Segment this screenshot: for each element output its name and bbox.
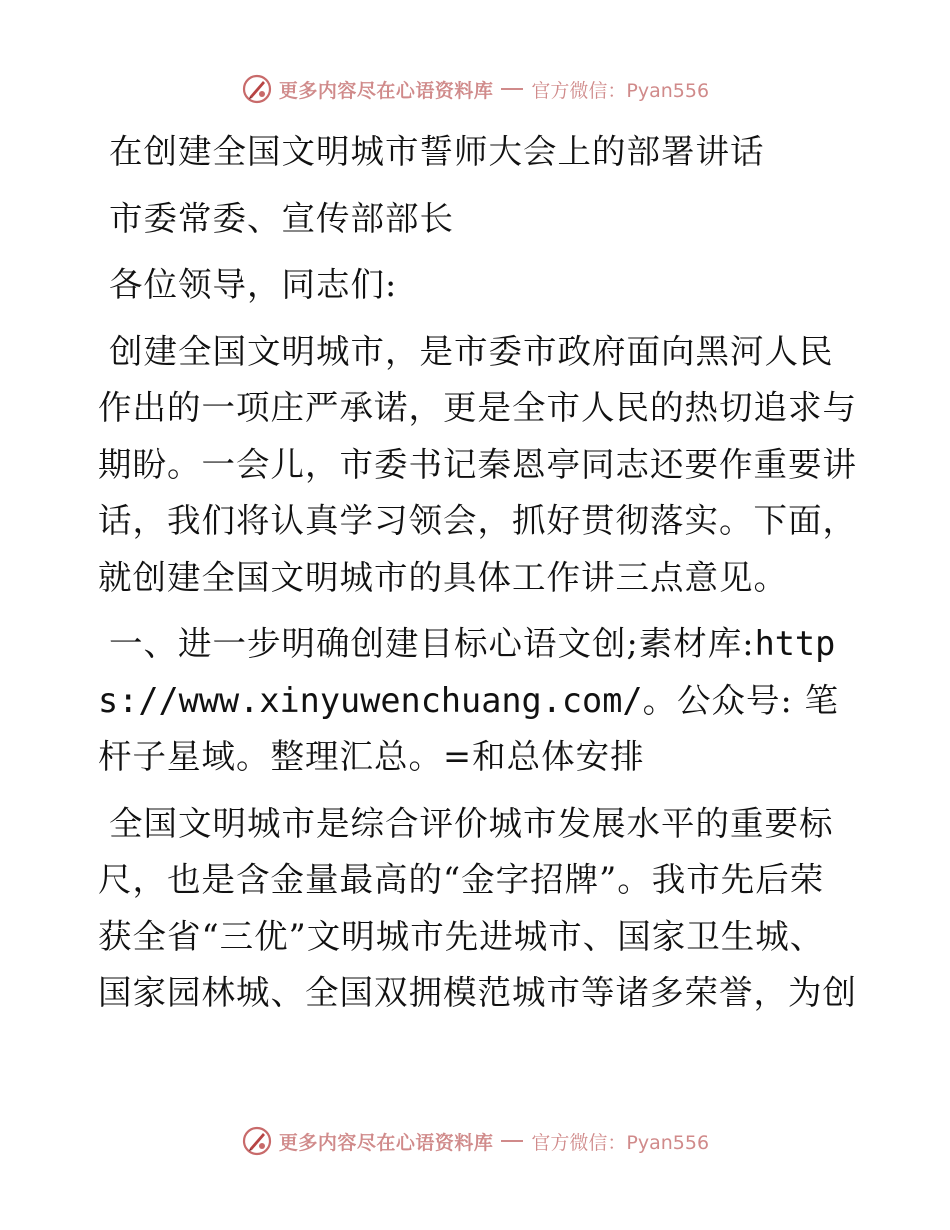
heading-url: https://www.xinyuwenchuang.com/ — [98, 624, 836, 720]
section-heading-1 — [98, 616, 858, 786]
salutation: 各位领导，同志们: — [109, 265, 398, 304]
watermark-wechat: 官方微信：Pyan556 — [531, 1131, 710, 1154]
watermark-text: 更多内容尽在心语资料库 — [278, 1131, 494, 1154]
watermark-text: 更多内容尽在心语资料库 — [278, 79, 494, 102]
heading-text-part1: 一、进一步明确创建目标心语文创;素材库: — [109, 624, 755, 663]
paragraph-1: 创建全国文明城市，是市委市政府面向黑河人民作出的一项庄严承诺，更是全市人民的热切追求与期盼。一会儿，市委书记秦恩亭同志还要作重要讲话，我们将认真学习领会，抓好贯彻落实。下面，就创建全国文明城市的具体工作讲三点意见。 — [98, 331, 857, 597]
watermark-wechat: 官方微信：Pyan556 — [531, 79, 710, 102]
heading-text-part2: 。公众号: 笔杆子星域。整理汇总。=和总体安排 — [98, 680, 839, 776]
quill-logo-icon — [241, 73, 273, 105]
watermark-dash — [501, 88, 523, 90]
watermark-banner-top — [0, 72, 950, 106]
document-title: 在创建全国文明城市誓师大会上的部署讲话 — [109, 132, 765, 171]
watermark-banner-bottom — [0, 1124, 950, 1158]
document-body — [98, 124, 858, 1032]
watermark-dash — [501, 1140, 523, 1142]
quill-logo-icon — [241, 1125, 273, 1157]
speaker-line: 市委常委、宣传部部长 — [109, 198, 454, 238]
paragraph-2: 全国文明城市是综合评价城市发展水平的重要标尺，也是含金量最高的“金字招牌”。我市先后荣获全省“三优”文明城市先进城市、国家卫生城、国家园林城、全国双拥模范城市等诸多荣誉，为创 — [98, 803, 857, 1012]
